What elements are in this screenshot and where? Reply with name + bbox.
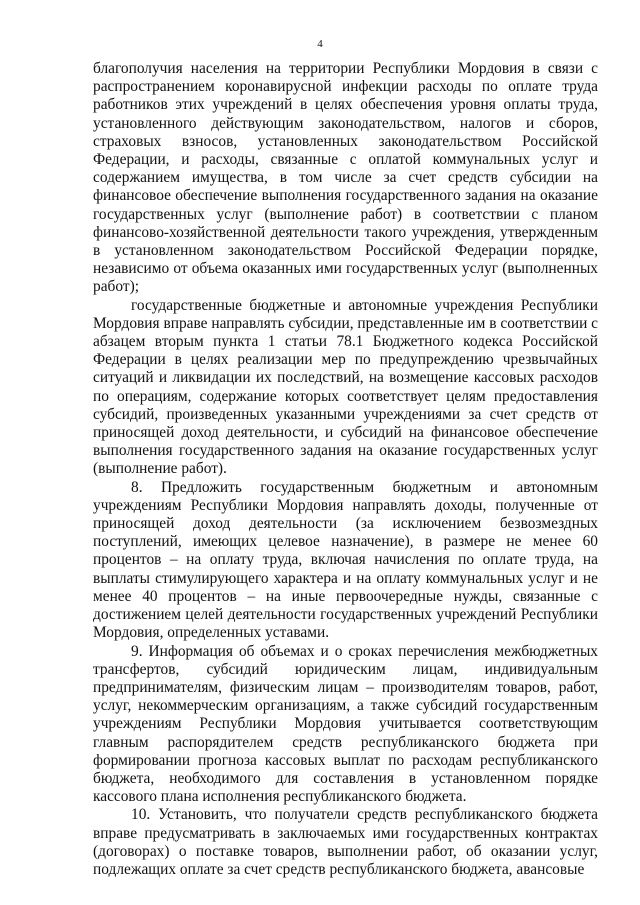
paragraph-5: 10. Установить, что получатели средств республиканского бюджета вправе предусматривать в заключаемых ими государственных контрактах (договорах) о поставке товаров, выполнении работ, об оказании услуг, подлежащих оплате за счет средств республиканского бюджета, авансовые (93, 806, 598, 878)
page-number: 4 (317, 38, 323, 50)
paragraph-3: 8. Предложить государственным бюджетным и автономным учреждениям Республики Мордовия направлять доходы, полученные от приносящей доход деятельности (за исключением безвозмездных поступлений, имеющих целевое назначение), в размере не менее 60 процентов – на оплату труда, включая начисления по оплате труда, на выплаты стимулирующего характера и на оплату коммунальных услуг и не менее 40 процентов – на иные первоочередные нужды, связанные с достижением целей деятельности государственных учреждений Республики Мордовия, определенных уставами. (93, 478, 598, 642)
paragraph-2: государственные бюджетные и автономные учреждения Республики Мордовия вправе направлять субсидии, представленные им в соответствии с абзацем вторым пункта 1 статьи 78.1 Бюджетного кодекса Российской Федерации в целях реализации мер по предупреждению чрезвычайных ситуаций и ликвидации их последствий, на возмещение кассовых расходов по операциям, содержание которых соответствует целям предоставления субсидий, произведенных указанными учреждениями за счет средств от приносящей доход деятельности, и субсидий на финансовое обеспечение выполнения государственного задания на оказание государственных услуг (выполнение работ). (93, 296, 599, 478)
paragraph-1: благополучия населения на территории Республики Мордовия в связи с распространением коронавирусной инфекции расходы по оплате труда работников этих учреждений в целях обеспечения уровня оплаты труда, установленного действующим законодательством, налогов и сборов, страховых взносов, установленных законодательством Российской Федерации, и расходы, связанные с оплатой коммунальных услуг и содержанием имущества, в том числе за счет средств субсидии на финансовое обеспечение выполнения государственного задания на оказание государственных услуг (выполнение работ) в соответствии с планом финансово-хозяйственной деятельности такого учреждения, утвержденным в установленном законодательством Российской Федерации порядке, независимо от объема оказанных ими государственных услуг (выполненных работ); (93, 60, 598, 296)
paragraph-4: 9. Информация об объемах и о сроках перечисления межбюджетных трансфертов, субсидий юридическим лицам, индивидуальным предпринимателям, физическим лицам – производителям товаров, работ, услуг, некоммерческим организациям, а также субсидий государственным учреждениям Республики Мордовия учитывается соответствующим главным распорядителем средств республиканского бюджета при формировании прогноза кассовых выплат по расходам республиканского бюджета, необходимого для составления в установленном порядке кассового плана исполнения республиканского бюджета. (93, 642, 598, 806)
document-body (93, 60, 598, 879)
